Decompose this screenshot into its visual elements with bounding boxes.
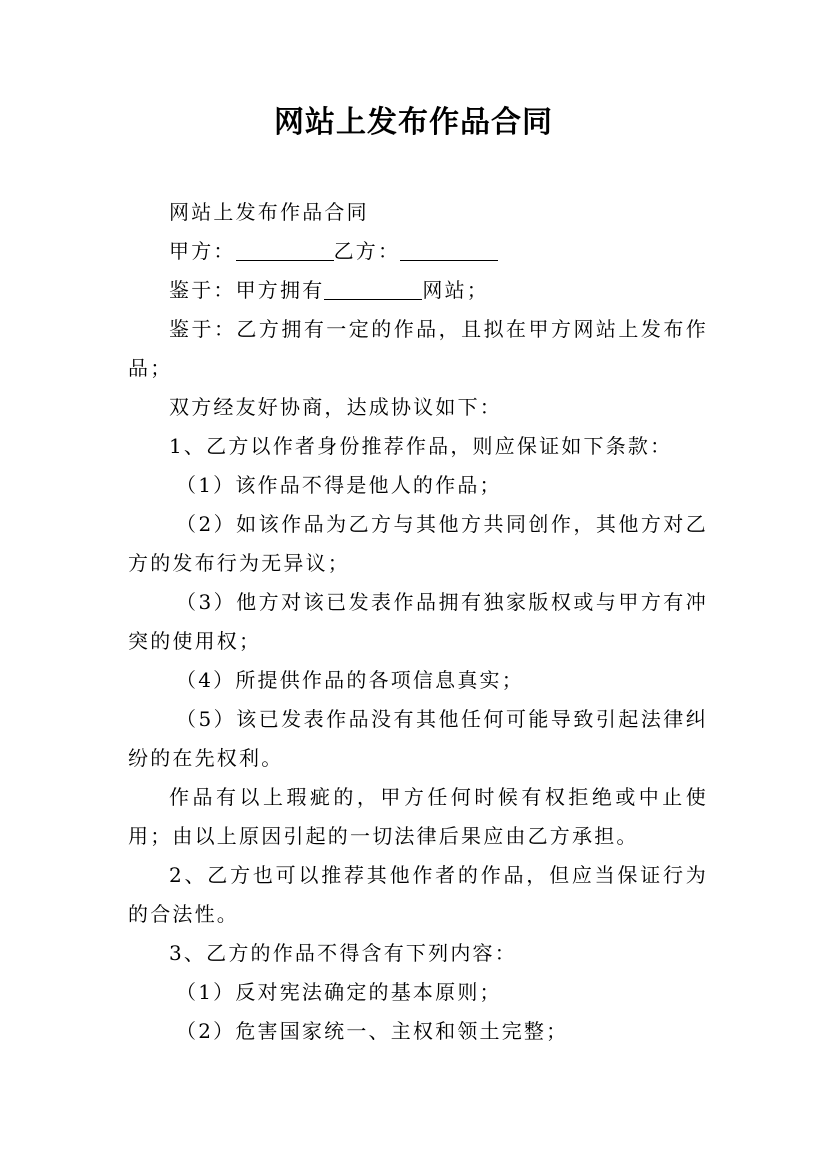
paragraph-clause-3-2: （2）危害国家统一、主权和领土完整； [176, 1019, 569, 1043]
party-a-blank [236, 240, 334, 261]
whereas-1-text-b: 网站； [422, 278, 490, 302]
paragraph-clause-1-5: （5）该已发表作品没有其他任何可能导致引起法律纠纷的在先权利。 [128, 707, 708, 770]
paragraph-clause-3-1: （1）反对宪法确定的基本原则； [176, 980, 502, 1004]
paragraph-heading: 网站上发布作品合同 [169, 200, 369, 224]
whereas-1-text-a: 鉴于：甲方拥有 [169, 278, 325, 302]
party-a-label: 甲方： [169, 239, 236, 263]
party-b-blank [400, 240, 498, 261]
party-b-label: 乙方： [333, 239, 401, 263]
paragraph-clause-1-1: （1）该作品不得是他人的作品； [176, 473, 502, 497]
website-name-blank [324, 279, 422, 300]
document-title: 网站上发布作品合同 [274, 105, 553, 140]
paragraph-clause-1-2: （2）如该作品为乙方与其他方共同创作，其他方对乙方的发布行为无异议； [128, 512, 708, 575]
paragraph-parties [128, 232, 708, 271]
paragraph-clause-1-4: （4）所提供作品的各项信息真实； [176, 668, 524, 692]
paragraph-defects: 作品有以上瑕疵的，甲方任何时候有权拒绝或中止使用；由以上原因引起的一切法律后果应由乙方承担。 [128, 785, 708, 848]
paragraph-clause-1: 1、乙方以作者身份推荐作品，则应保证如下条款： [169, 434, 673, 458]
paragraph-clause-1-3: （3）他方对该已发表作品拥有独家版权或与甲方有冲突的使用权； [128, 590, 708, 653]
paragraph-whereas-1 [128, 271, 708, 310]
document-body [128, 193, 708, 1051]
paragraph-whereas-2: 鉴于：乙方拥有一定的作品，且拟在甲方网站上发布作品； [128, 317, 708, 380]
paragraph-clause-2: 2、乙方也可以推荐其他作者的作品，但应当保证行为的合法性。 [128, 863, 708, 926]
paragraph-agreement: 双方经友好协商，达成协议如下： [169, 395, 502, 419]
paragraph-clause-3: 3、乙方的作品不得含有下列内容： [169, 941, 517, 965]
